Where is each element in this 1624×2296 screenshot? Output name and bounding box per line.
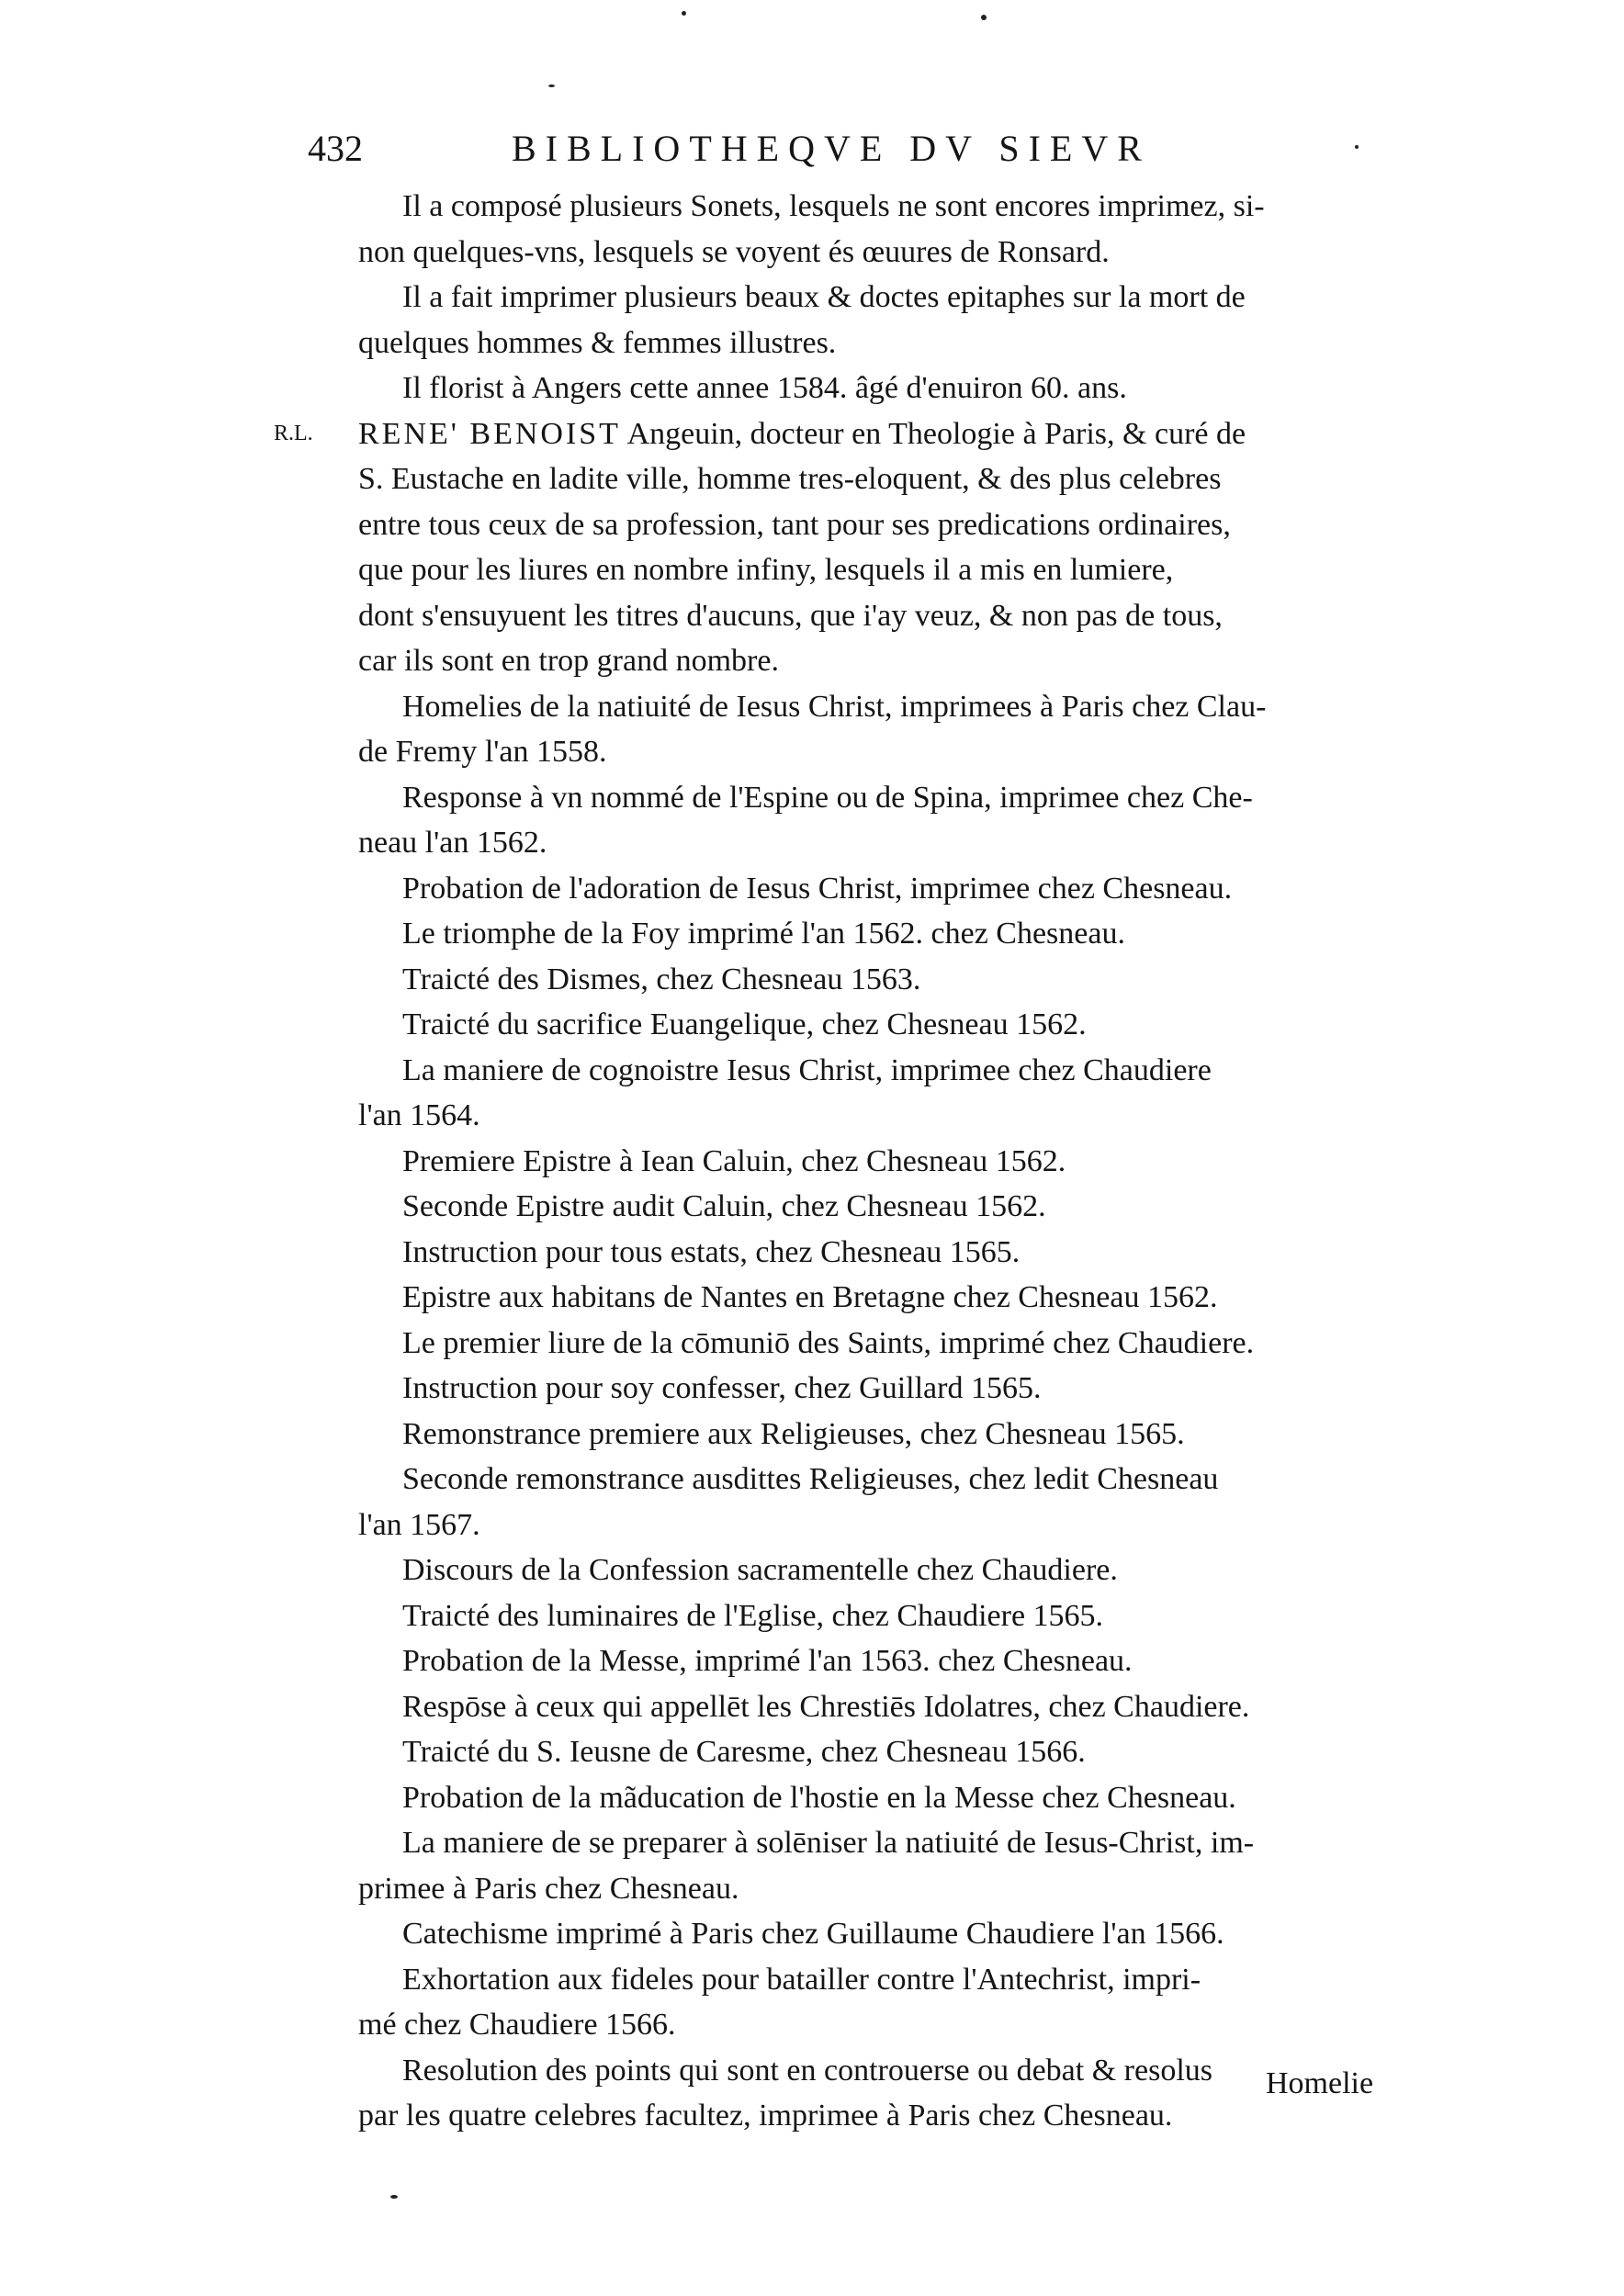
text-line: La maniere de cognoistre Iesus Christ, imprimee chez Chaudiere bbox=[402, 1052, 1212, 1087]
author-entry-continuation bbox=[358, 456, 1405, 684]
text-line: Respōse à ceux qui appellēt les Chrestiēs Idolatres, chez Chaudiere. bbox=[402, 1689, 1250, 1724]
page-header bbox=[308, 127, 1410, 182]
text-line: Traicté du S. Ieusne de Caresme, chez Chesneau 1566. bbox=[402, 1735, 1086, 1769]
works-list bbox=[358, 684, 1405, 2139]
author-entry-line: que pour les liures en nombre infiny, lesquels il a mis en lumiere, bbox=[358, 553, 1174, 587]
margin-note: R.L. bbox=[274, 421, 313, 445]
ink-speck bbox=[682, 11, 686, 16]
author-entry-line: S. Eustache en ladite ville, homme tres-eloquent, & des plus celebres bbox=[358, 462, 1222, 496]
text-line: Resolution des points qui sont en controuerse ou debat & resolus bbox=[402, 2053, 1212, 2088]
text-line: Catechisme imprimé à Paris chez Guillaume Chaudiere l'an 1566. bbox=[402, 1917, 1224, 1951]
text-line: non quelques-vns, lesquels se voyent és œuures de Ronsard. bbox=[358, 234, 1110, 269]
ink-speck bbox=[548, 84, 555, 87]
text-line: Traicté du sacrifice Euangelique, chez Chesneau 1562. bbox=[402, 1007, 1087, 1041]
catchword: Homelie bbox=[1266, 2066, 1374, 2100]
text-line: neau l'an 1562. bbox=[358, 826, 547, 860]
text-line: Il a fait imprimer plusieurs beaux & doctes epitaphes sur la mort de bbox=[402, 280, 1246, 314]
running-title: BIBLIOTHEQVE DV SIEVR bbox=[512, 128, 1151, 169]
author-entry-line: entre tous ceux de sa profession, tant pour ses predications ordinaires, bbox=[358, 507, 1231, 542]
text-line: Seconde Epistre audit Caluin, chez Chesneau 1562. bbox=[402, 1189, 1046, 1223]
text-line: Probation de l'adoration de Iesus Christ, imprimee chez Chesneau. bbox=[402, 871, 1233, 906]
text-line: Probation de la Messe, imprimé l'an 1563. chez Chesneau. bbox=[402, 1644, 1133, 1678]
author-entry-line: dont s'ensuyuent les titres d'aucuns, que i'ay veuz, & non pas de tous, bbox=[358, 598, 1223, 633]
text-line: l'an 1564. bbox=[358, 1098, 480, 1132]
text-line: par les quatre celebres facultez, imprimee à Paris chez Chesneau. bbox=[358, 2099, 1173, 2133]
text-line: Il florist à Angers cette annee 1584. âgé d'enuiron 60. ans. bbox=[402, 371, 1127, 405]
text-line: Le premier liure de la cōmuniō des Saints, imprimé chez Chaudiere. bbox=[402, 1325, 1255, 1360]
text-line: Exhortation aux fideles pour batailler contre l'Antechrist, impri- bbox=[402, 1962, 1201, 1997]
text-line: Remonstrance premiere aux Religieuses, chez Chesneau 1565. bbox=[402, 1416, 1185, 1451]
text-line: Traicté des luminaires de l'Eglise, chez Chaudiere 1565. bbox=[402, 1598, 1104, 1633]
text-line: Premiere Epistre à Iean Caluin, chez Chesneau 1562. bbox=[402, 1143, 1066, 1178]
text-line: primee à Paris chez Chesneau. bbox=[358, 1871, 739, 1906]
author-name: RENE' BENOIST bbox=[358, 416, 621, 451]
text-line: quelques hommes & femmes illustres. bbox=[358, 325, 837, 360]
text-line: Response à vn nommé de l'Espine ou de Spina, imprimee chez Che- bbox=[402, 780, 1253, 815]
text-line: Discours de la Confession sacramentelle chez Chaudiere. bbox=[402, 1553, 1118, 1587]
text-line: Il a composé plusieurs Sonets, lesquels ne sont encores imprimez, si- bbox=[402, 189, 1265, 223]
text-line: de Fremy l'an 1558. bbox=[358, 735, 607, 769]
author-entry-heading bbox=[274, 411, 1405, 457]
author-entry-line: car ils sont en trop grand nombre. bbox=[358, 644, 779, 678]
text-line: Homelies de la natiuité de Iesus Christ, imprimees à Paris chez Clau- bbox=[402, 689, 1267, 724]
intro-paragraph bbox=[358, 184, 1405, 411]
text-line: La maniere de se preparer à solēniser la natiuité de Iesus-Christ, im- bbox=[402, 1826, 1255, 1860]
ink-speck bbox=[1355, 145, 1359, 149]
text-line: Seconde remonstrance ausdittes Religieuses, chez ledit Chesneau bbox=[402, 1462, 1219, 1496]
text-line: Probation de la mãducation de l'hostie en la Messe chez Chesneau. bbox=[402, 1780, 1236, 1815]
text-line: l'an 1567. bbox=[358, 1507, 480, 1542]
text-line: Le triomphe de la Foy imprimé l'an 1562. chez Chesneau. bbox=[402, 917, 1125, 951]
page-number: 432 bbox=[308, 128, 363, 169]
main-text bbox=[274, 184, 1405, 2139]
text-line: Traicté des Dismes, chez Chesneau 1563. bbox=[402, 962, 921, 996]
author-first-line: Angeuin, docteur en Theologie à Paris, & curé de bbox=[620, 416, 1246, 451]
text-line: Instruction pour tous estats, chez Chesneau 1565. bbox=[402, 1234, 1021, 1269]
ink-speck bbox=[390, 2195, 398, 2199]
text-line: Epistre aux habitans de Nantes en Bretagne chez Chesneau 1562. bbox=[402, 1280, 1218, 1314]
ink-speck bbox=[981, 15, 987, 20]
text-line: mé chez Chaudiere 1566. bbox=[358, 2008, 676, 2042]
text-line: Instruction pour soy confesser, chez Guillard 1565. bbox=[402, 1371, 1042, 1405]
